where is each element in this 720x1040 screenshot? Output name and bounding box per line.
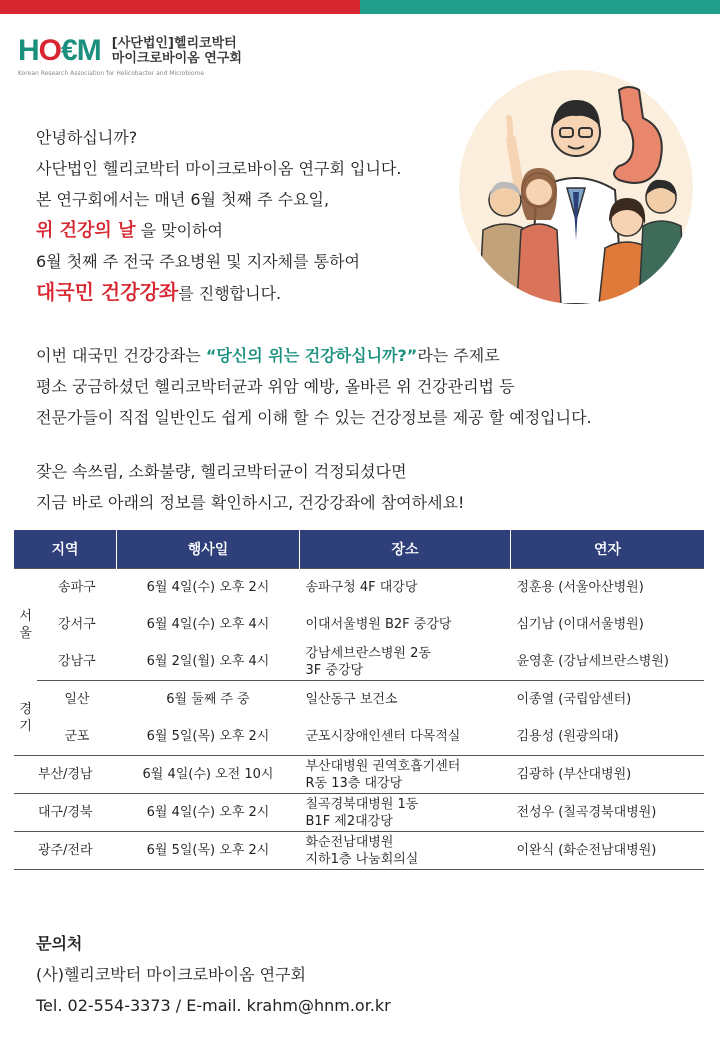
cta-line-1: 잦은 속쓰림, 소화불량, 헬리코박터균이 걱정되셨다면	[36, 462, 407, 481]
speaker-cell: 김광하 (부산대병원)	[511, 756, 705, 794]
district-cell: 일산	[64, 692, 90, 707]
description-line-2: 평소 궁금하셨던 헬리코박터균과 위암 예방, 올바른 위 건강관리법 등	[36, 377, 515, 396]
table-row	[14, 832, 704, 870]
top-bar-teal	[360, 0, 720, 14]
logo-english-name: Korean Research Association for Helicobacter and Microbiome	[18, 70, 205, 77]
district-cell: 송파구	[37, 569, 116, 607]
date-cell: 6월 4일(수) 오후 4시	[146, 617, 270, 632]
org-logo	[18, 34, 242, 77]
intro-text	[36, 122, 456, 309]
top-bar-red	[0, 0, 360, 14]
place-cell: 화순전남대병원 지하1층 나눔회의실	[300, 832, 511, 870]
call-to-action	[36, 456, 696, 518]
contact-org: (사)헬리코박터 마이크로바이옴 연구회	[36, 965, 306, 984]
speaker-cell: 윤영훈 (강남세브란스병원)	[511, 643, 705, 681]
date-cell: 6월 5일(목) 오후 2시	[117, 718, 300, 756]
speaker-cell: 정훈용 (서울아산병원)	[511, 569, 705, 607]
intro-line-6: 대국민 건강강좌를 진행합니다.	[36, 280, 282, 304]
contact-info	[36, 928, 391, 1021]
stomach-health-day-highlight: 위 건강의 날	[36, 220, 136, 241]
table-row	[14, 569, 704, 607]
header-region: 지역	[14, 530, 117, 569]
region-seoul: 서 울	[14, 569, 37, 681]
date-cell: 6월 둘째 주 중	[166, 692, 250, 707]
date-cell: 6월 4일(수) 오후 2시	[117, 794, 300, 832]
speaker-cell: 심기남 (이대서울병원)	[516, 617, 644, 632]
place-cell: 군포시장애인센터 다목적실	[300, 718, 511, 756]
table-row	[14, 643, 704, 681]
place-cell: 칠곡경북대병원 1동 B1F 제2대강당	[300, 794, 511, 832]
table-header-row	[14, 530, 704, 569]
district-cell: 군포	[37, 718, 116, 756]
theme-highlight: “당신의 위는 건강하십니까?”	[205, 346, 418, 365]
intro-line-5: 6월 첫째 주 전국 주요병원 및 지자체를 통하여	[36, 252, 360, 271]
header-place: 장소	[300, 530, 511, 569]
date-cell: 6월 4일(수) 오전 10시	[117, 756, 300, 794]
public-lecture-highlight: 대국민 건강강좌	[36, 280, 179, 304]
date-cell: 6월 5일(목) 오후 2시	[117, 832, 300, 870]
district-cell: 강서구	[58, 617, 96, 632]
region-cell: 부산/경남	[14, 756, 117, 794]
region-gyeonggi: 경 기	[14, 681, 37, 756]
cta-line-2: 지금 바로 아래의 정보를 확인하시고, 건강강좌에 참여하세요!	[36, 493, 465, 512]
description-line-1: 이번 대국민 건강강좌는 “당신의 위는 건강하십니까?”라는 주제로	[36, 346, 500, 365]
speaker-cell: 김용성 (원광의대)	[511, 718, 705, 756]
logo-org-line1: [사단법인]헬리코박터	[111, 36, 237, 51]
table-row	[14, 606, 704, 643]
region-cell: 광주/전라	[14, 832, 117, 870]
place-cell: 송파구청 4F 대강당	[300, 569, 511, 607]
place-cell: 강남세브란스병원 2동 3F 중강당	[300, 643, 511, 681]
table-row	[14, 681, 704, 719]
table-row	[14, 794, 704, 832]
header-date: 행사일	[117, 530, 300, 569]
lecture-schedule-table	[14, 530, 704, 870]
speaker-cell: 전성우 (칠곡경북대병원)	[511, 794, 705, 832]
date-cell: 6월 4일(수) 오후 2시	[117, 569, 300, 607]
place-cell: 이대서울병원 B2F 중강당	[305, 617, 452, 632]
header-speaker: 연자	[511, 530, 705, 569]
logo-org-line2: 마이크로바이옴 연구회	[111, 51, 242, 66]
description-line-3: 전문가들이 직접 일반인도 쉽게 이해 할 수 있는 건강정보를 제공 할 예정입니다.	[36, 408, 592, 427]
table-row	[14, 718, 704, 756]
intro-line-3: 본 연구회에서는 매년 6월 첫째 주 수요일,	[36, 190, 330, 209]
intro-line-2: 사단법인 헬리코박터 마이크로바이옴 연구회 입니다.	[36, 159, 402, 178]
table-row	[14, 756, 704, 794]
place-cell: 일산동구 보건소	[305, 692, 398, 707]
logo-mark: HO€M	[18, 34, 101, 67]
speaker-cell: 이종열 (국립암센터)	[516, 692, 632, 707]
contact-title: 문의처	[36, 934, 83, 953]
speaker-cell: 이완식 (화순전남대병원)	[511, 832, 705, 870]
doctor-family-illustration	[459, 70, 693, 304]
region-cell: 대구/경북	[14, 794, 117, 832]
district-cell: 강남구	[37, 643, 116, 681]
contact-phone-email[interactable]: Tel. 02-554-3373 / E-mail. krahm@hnm.or.kr	[36, 996, 391, 1015]
lecture-description	[36, 340, 696, 433]
place-cell: 부산대병원 권역호흡기센터 R동 13층 대강당	[300, 756, 511, 794]
doctor-with-stomach-icon	[459, 70, 693, 304]
date-cell: 6월 2일(월) 오후 4시	[117, 643, 300, 681]
intro-line-4: 위 건강의 날 을 맞이하여	[36, 220, 223, 241]
logo-org-name	[112, 36, 242, 66]
top-color-bar	[0, 0, 720, 14]
intro-line-1: 안녕하십니까?	[36, 128, 138, 147]
